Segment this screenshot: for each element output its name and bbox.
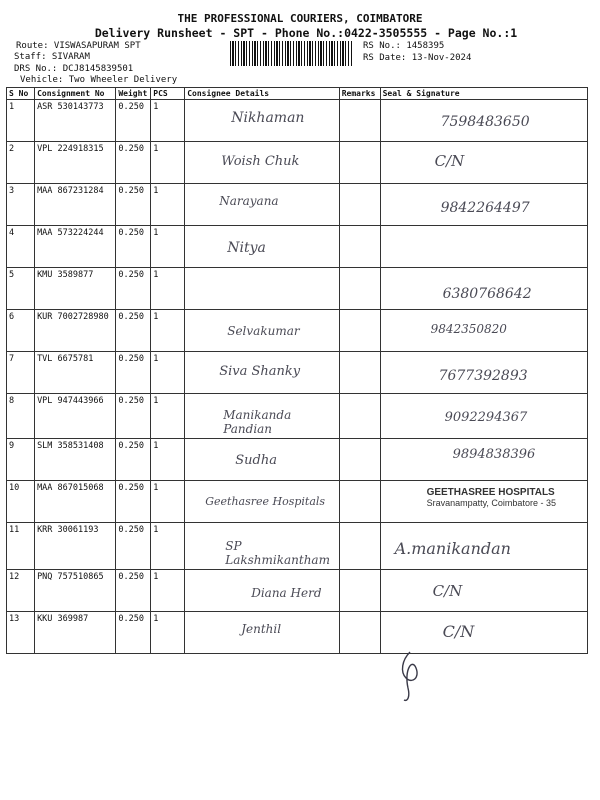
consignee-handwriting: Geethasree Hospitals [205,495,326,508]
route-label: Route: VISWASAPURAM SPT [16,41,141,51]
row-pcs: 1 [151,439,185,481]
row-remarks [339,523,380,570]
consignee-handwriting: SP Lakshmikantham [225,539,330,567]
row-consignee [185,268,340,310]
row-remarks [339,394,380,439]
row-pcs: 1 [151,523,185,570]
row-signature [380,142,587,184]
hospital-seal-stamp [427,487,585,509]
stamp-name: GEETHASREE HOSPITALS [426,487,555,498]
row-consignment: TVL 6675781 [35,352,116,394]
consignee-handwriting: Jenthil [241,622,282,636]
row-remarks [339,352,380,394]
row-remarks [339,142,380,184]
row-remarks [339,570,380,612]
row-signature [380,352,587,394]
row-sno: 11 [7,523,35,570]
signature-handwriting: 9842350820 [430,322,507,336]
row-consignment: SLM 358531408 [35,439,116,481]
row-sno: 6 [7,310,35,352]
row-consignment: PNQ 757510865 [35,570,116,612]
row-signature [380,570,587,612]
row-consignment: KKU 369987 [35,612,116,654]
row-sno: 1 [7,100,35,142]
runsheet-subtitle: Delivery Runsheet - SPT - Phone No.:0422-3505555 - Page No.:1 [94,26,518,40]
row-remarks [339,268,380,310]
row-weight: 0.250 [116,439,151,481]
row-weight: 0.250 [116,570,151,612]
row-signature [380,394,587,439]
signature-handwriting: 7598483650 [440,114,530,130]
row-sno: 13 [7,612,35,654]
row-consignment: ASR 530143773 [35,100,116,142]
row-weight: 0.250 [116,352,151,394]
row-consignee [185,184,340,226]
row-sno: 5 [7,268,35,310]
row-signature [380,439,587,481]
row-signature [380,184,587,226]
col-sno: S No [7,88,35,100]
col-pcs: PCS [151,88,185,100]
signature-handwriting: 9092294367 [444,410,528,425]
consignee-handwriting: Manikanda Pandian [223,408,292,436]
col-consignment: Consignment No [35,88,116,100]
row-pcs: 1 [151,394,185,439]
row-signature [380,481,587,523]
staff-label: Staff: SIVARAM [14,52,90,62]
table-row [7,352,588,394]
row-signature [380,226,587,268]
row-consignment: KRR 30061193 [35,523,116,570]
consignee-handwriting: Nitya [227,240,266,256]
row-pcs: 1 [151,481,185,523]
row-consignee [185,570,340,612]
consignee-handwriting: Woish Chuk [221,154,300,169]
signature-handwriting: 7677392893 [438,368,528,384]
consignee-handwriting: Nikhaman [231,110,305,126]
row-consignee [185,100,340,142]
row-sno: 7 [7,352,35,394]
signature-scribble [392,648,428,704]
row-remarks [339,612,380,654]
consignee-handwriting: Siva Shanky [219,364,301,379]
col-signature: Seal & Signature [380,88,587,100]
row-signature [380,310,587,352]
row-consignment: VPL 947443966 [35,394,116,439]
row-pcs: 1 [151,268,185,310]
row-weight: 0.250 [116,523,151,570]
row-consignment: KUR 7002728980 [35,310,116,352]
row-weight: 0.250 [116,481,151,523]
row-pcs: 1 [151,142,185,184]
table-row [7,570,588,612]
row-consignment: MAA 867015068 [35,481,116,523]
row-consignee [185,523,340,570]
table-row [7,481,588,523]
row-remarks [339,184,380,226]
row-pcs: 1 [151,100,185,142]
row-consignee [185,142,340,184]
consignee-handwriting: Narayana [219,194,279,208]
row-weight: 0.250 [116,100,151,142]
row-signature [380,100,587,142]
row-remarks [339,439,380,481]
rs-date: RS Date: 13-Nov-2024 [363,53,472,63]
row-weight: 0.250 [116,184,151,226]
consignee-handwriting: Selvakumar [227,324,300,338]
row-consignment: MAA 573224244 [35,226,116,268]
row-remarks [339,310,380,352]
row-remarks [339,226,380,268]
signature-handwriting: C/N [434,152,465,170]
table-row [7,142,588,184]
drs-number: DRS No.: DCJ8145839501 [14,64,134,74]
col-remarks: Remarks [339,88,380,100]
row-consignee [185,226,340,268]
row-pcs: 1 [151,352,185,394]
row-weight: 0.250 [116,226,151,268]
row-consignee [185,481,340,523]
row-consignment: KMU 3589877 [35,268,116,310]
table-row [7,184,588,226]
col-consignee: Consignee Details [185,88,340,100]
row-pcs: 1 [151,310,185,352]
col-weight: Weight [116,88,151,100]
row-signature [380,523,587,570]
signature-handwriting: 9894838396 [452,447,536,462]
row-weight: 0.250 [116,394,151,439]
row-signature [380,268,587,310]
row-pcs: 1 [151,184,185,226]
row-sno: 8 [7,394,35,439]
barcode [230,41,352,66]
stamp-address: Sravanampatty, Coimbatore - 35 [426,498,556,508]
row-weight: 0.250 [116,612,151,654]
row-consignment: VPL 224918315 [35,142,116,184]
row-remarks [339,100,380,142]
table-row [7,612,588,654]
signature-handwriting: 6380768642 [442,286,532,302]
signature-handwriting: 9842264497 [440,200,530,216]
row-pcs: 1 [151,570,185,612]
signature-handwriting: A.manikandan [394,539,511,558]
row-weight: 0.250 [116,142,151,184]
row-sno: 2 [7,142,35,184]
row-sno: 12 [7,570,35,612]
table-row [7,100,588,142]
signature-handwriting: C/N [442,622,475,641]
row-sno: 9 [7,439,35,481]
row-remarks [339,481,380,523]
row-consignee [185,439,340,481]
table-row [7,394,588,439]
table-row [7,439,588,481]
company-title: THE PROFESSIONAL COURIERS, COIMBATORE [177,12,423,25]
runsheet-table [6,87,588,654]
vehicle-label: Vehicle: Two Wheeler Delivery [20,75,178,85]
table-row [7,268,588,310]
row-consignment: MAA 867231284 [35,184,116,226]
row-sno: 4 [7,226,35,268]
row-pcs: 1 [151,612,185,654]
row-sno: 10 [7,481,35,523]
row-consignee [185,310,340,352]
consignee-handwriting: Sudha [235,453,277,468]
rs-number: RS No.: 1458395 [363,41,445,51]
signature-handwriting: C/N [432,582,463,600]
row-sno: 3 [7,184,35,226]
row-consignee [185,394,340,439]
row-weight: 0.250 [116,268,151,310]
table-row [7,226,588,268]
row-consignee [185,352,340,394]
row-weight: 0.250 [116,310,151,352]
row-consignee [185,612,340,654]
table-header-row [7,88,588,100]
consignee-handwriting: Diana Herd [251,586,322,600]
table-row [7,310,588,352]
table-row [7,523,588,570]
row-pcs: 1 [151,226,185,268]
